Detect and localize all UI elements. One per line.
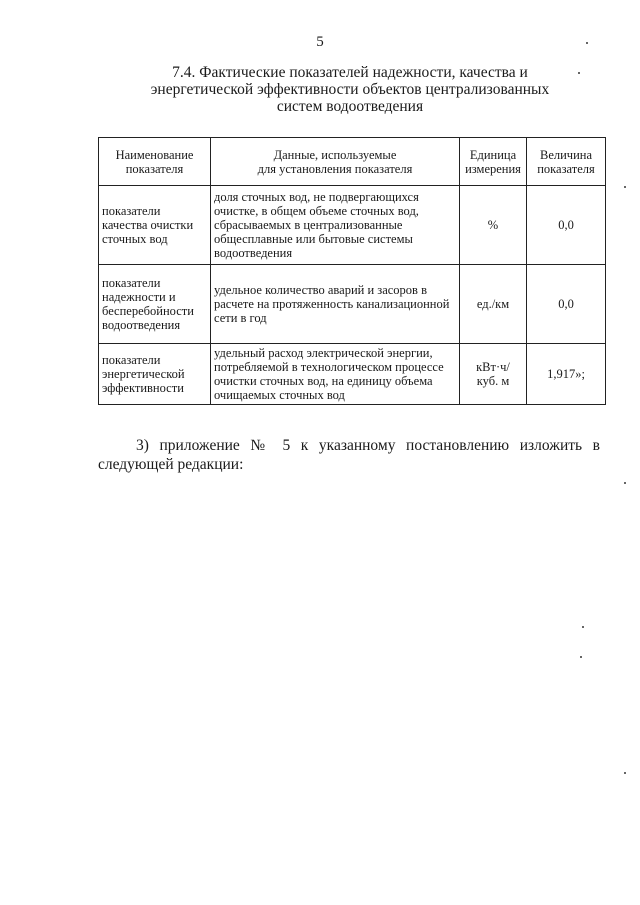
- scan-speck: [582, 626, 584, 628]
- cell-data-used: удельное количество аварий и засоров в расчете на протяженность канализационной сети в год: [211, 265, 460, 344]
- section-title: [120, 64, 580, 115]
- title-line-2: энергетической эффективности объектов централизованных: [150, 81, 550, 98]
- indicators-table: [98, 137, 606, 405]
- cell-value: 1,917»;: [527, 344, 606, 405]
- header-indicator-name: Наименование показателя: [99, 138, 211, 186]
- table-row: [99, 344, 606, 405]
- header-unit: Единица измерения: [460, 138, 527, 186]
- cell-unit: %: [460, 186, 527, 265]
- cell-data-used: доля сточных вод, не подвергающихся очистке, в общем объеме сточных вод, сбрасываемых в централизованные общесплавные или бытовые системы водоотведения: [211, 186, 460, 265]
- cell-value: 0,0: [527, 186, 606, 265]
- scan-speck: [624, 482, 626, 484]
- cell-indicator-name: показатели качества очистки сточных вод: [99, 186, 211, 265]
- cell-indicator-name: показатели надежности и бесперебойности водоотведения: [99, 265, 211, 344]
- scan-speck: [624, 772, 626, 774]
- scan-speck: [578, 72, 580, 74]
- table-row: [99, 265, 606, 344]
- paragraph-line-1: 3) приложение № 5 к указанному постановлению изложить в: [136, 437, 600, 454]
- title-line-3: систем водоотведения: [276, 98, 424, 115]
- page-number: 5: [316, 34, 324, 50]
- paragraph-line-2: следующей редакции:: [98, 456, 244, 473]
- scan-speck: [580, 656, 582, 658]
- cell-value: 0,0: [527, 265, 606, 344]
- scan-speck: [624, 186, 626, 188]
- cell-unit: кВт·ч/ куб. м: [460, 344, 527, 405]
- scan-speck: [586, 42, 588, 44]
- table-header-row: [99, 138, 606, 186]
- cell-indicator-name: показатели энергетической эффективности: [99, 344, 211, 405]
- header-data-used: Данные, используемые для установления показателя: [211, 138, 460, 186]
- title-line-1: 7.4. Фактические показателей надежности, качества и: [172, 64, 528, 81]
- header-value: Величина показателя: [527, 138, 606, 186]
- cell-unit: ед./км: [460, 265, 527, 344]
- table-row: [99, 186, 606, 265]
- body-paragraph: [98, 436, 600, 474]
- cell-data-used: удельный расход электрической энергии, потребляемой в технологическом процессе очистки сточных вод, на единицу объема очищаемых сточных вод: [211, 344, 460, 405]
